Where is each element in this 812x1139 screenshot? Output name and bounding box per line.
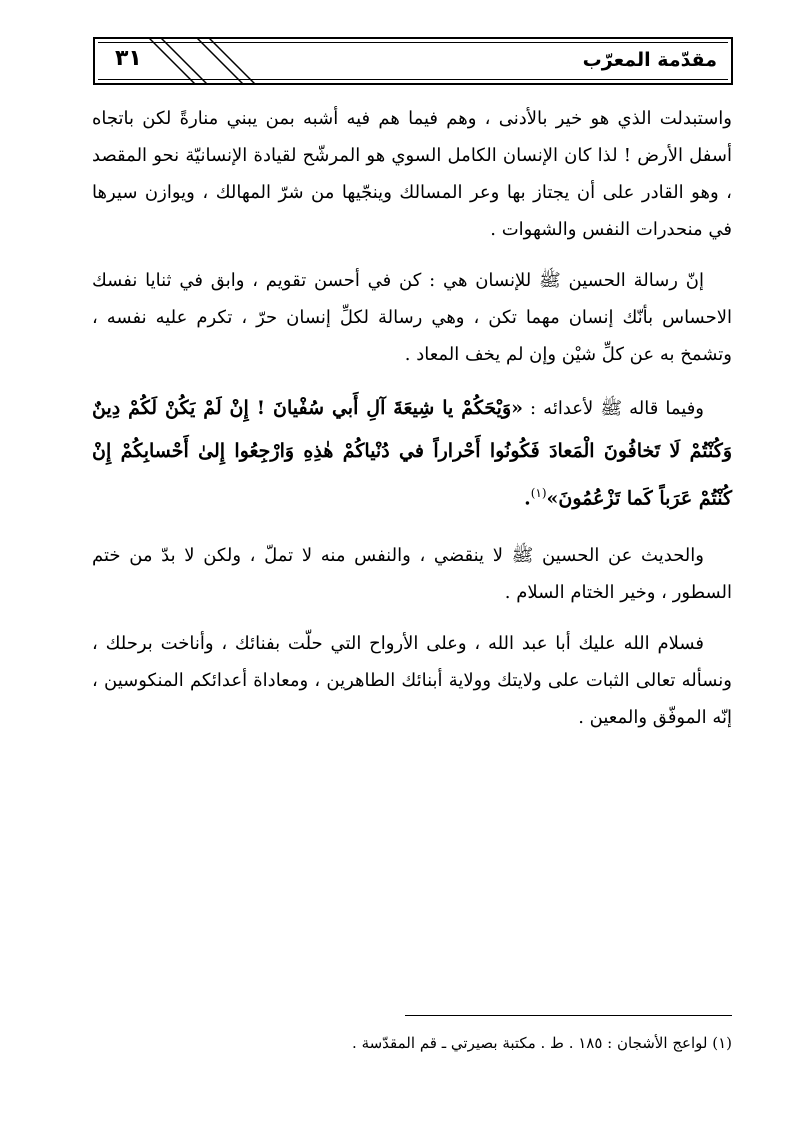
header-diagonal-ornament [148, 37, 258, 85]
page-number: ٣١ [115, 46, 142, 71]
running-title: مقدّمة المعرّب [582, 49, 717, 71]
footnote-marker: (١) [530, 486, 547, 500]
paragraph-1: واستبدلت الذي هو خير بالأدنى ، وهم فيما هم فيه أشبه بمن يبني منارةً لكن باتجاه أسفل الأرض ! لذا كان الإنسان الكامل السوي هو المرشّح لقيادة الإنسانيّة نحو المقصد ، وهو القادر على أن يجتاز بها وعر المسالك وينجّيها من شرّ المهالك ، ويوازن سيرها في منحدرات النفس والشهوات . [92, 108, 732, 240]
paragraph-3: والحديث عن الحسين ﷺ لا ينقضي ، والنفس منه لا تملّ ، ولكن لا بدّ من ختم السطور ، وخير الختام السلام . [92, 545, 732, 604]
quote-intro: وفيما قاله ﷺ لأعدائه : [523, 398, 704, 419]
footnote-separator [405, 1015, 732, 1016]
quote-paragraph [92, 387, 732, 519]
quote-end-period: . [524, 487, 531, 510]
paragraph-4: فسلام الله عليك أبا عبد الله ، وعلى الأرواح التي حلّت بفنائك ، وأناخت برحلك ، ونسأله تعالى الثبات على ولايتك وولاية أبنائك الطاهرين ، ومعاداة أعدائكم المنكوسين ، إنّه الموفّق والمعين . [92, 633, 732, 729]
page-body [92, 100, 732, 750]
footnote: (١) لواعج الأشجان : ١٨٥ . ط . مكتبة بصيرتي ـ قم المقدّسة . [352, 1034, 732, 1052]
paragraph-2: إنّ رسالة الحسين ﷺ للإنسان هي : كن في أحسن تقويم ، وابق في ثنايا نفسك الاحساس بأنّك إنسان مهما تكن ، وهي رسالة لكلِّ إنسان حرّ ، تكرم عليه نفسه ، وتشمخ به عن كلِّ شيْن وإن لم يخف المعاد . [92, 270, 732, 365]
quoted-saying: «وَيْحَكُمْ يا شِيعَةَ آلِ أَبي سُفْيانَ ! إِنْ لَمْ يَكُنْ لَكُمْ دِينٌ وَكُنْتُمْ لَا تَخافُونَ الْمَعادَ فَكُونُوا أَحْراراً في دُنْياكُمْ هٰذِهِ وَارْجِعُوا إِلىٰ أَحْسابِكُمْ إِنْ كُنْتُمْ عَرَباً كَما تَزْعُمُونَ» [92, 397, 732, 510]
